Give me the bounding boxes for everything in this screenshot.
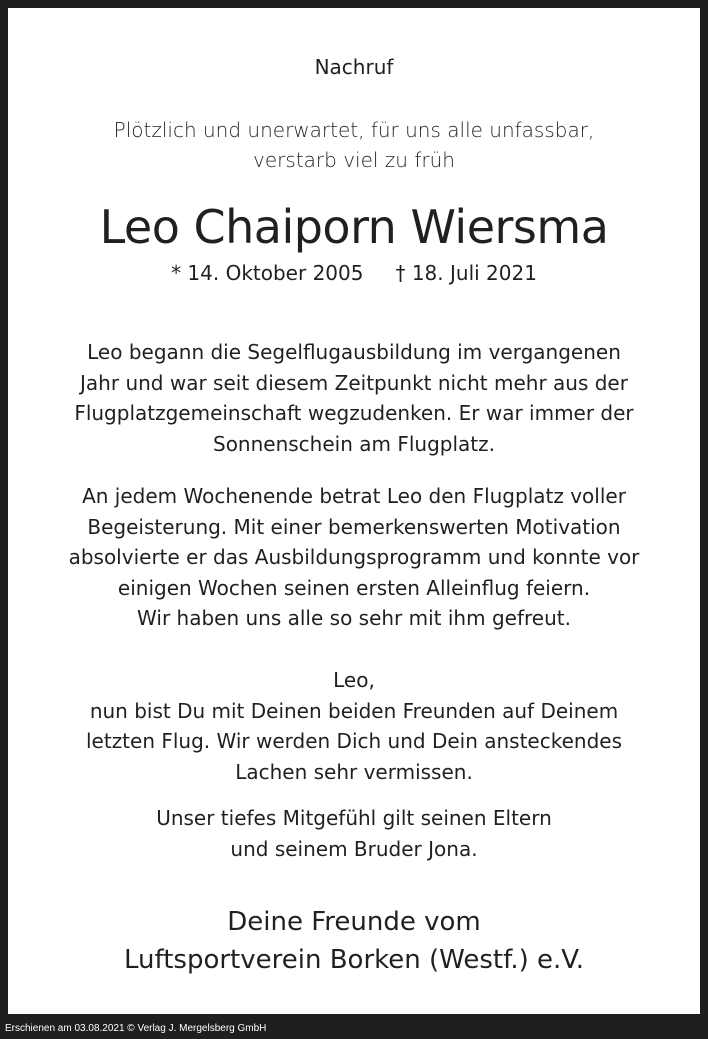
- paragraph-line: Wir haben uns alle so sehr mit ihm gefreut.: [137, 606, 571, 630]
- obituary-notice: [8, 8, 700, 1014]
- paragraph-line: und seinem Bruder Jona.: [230, 836, 478, 861]
- birth-date: * 14. Oktober 2005: [171, 261, 364, 285]
- paragraph-line: nun bist Du mit Deinen beiden Freunden auf Deinem: [89, 698, 619, 723]
- lead-line: verstarb viel zu früh: [253, 148, 455, 172]
- paragraph-line: Flugplatzgemeinschaft wegzudenken. Er war immer der: [74, 401, 634, 425]
- lead-text: [8, 115, 700, 175]
- publication-footer: Erschienen am 03.08.2021 © Verlag J. Mergelsberg GmbH: [5, 1023, 267, 1034]
- paragraph-line: Leo begann die Segelflugausbildung im vergangenen: [87, 340, 621, 364]
- signature-line: Luftsportverein Borken (Westf.) e.V.: [124, 945, 584, 975]
- paragraph-line: Begeisterung. Mit einer bemerkenswerten Motivation: [87, 514, 621, 539]
- signature: [8, 903, 700, 979]
- paragraph-line: Leo,: [333, 668, 375, 692]
- lead-line: Plötzlich und unerwartet, für uns alle unfassbar,: [113, 118, 595, 142]
- paragraph-condolence: [8, 803, 700, 864]
- paragraph-line: absolvierte er das Ausbildungsprogramm und konnte vor: [68, 545, 640, 569]
- signature-line: Deine Freunde vom: [227, 907, 481, 937]
- paragraph-line: Lachen sehr vermissen.: [235, 759, 473, 784]
- paragraph-farewell: [8, 665, 700, 787]
- death-date: † 18. Juli 2021: [395, 261, 537, 285]
- life-dates: [8, 259, 700, 287]
- paragraph-line: Jahr und war seit diesem Zeitpunkt nicht mehr aus der: [80, 370, 628, 395]
- notice-heading: Nachruf: [314, 55, 394, 79]
- deceased-name: Leo Chaiporn Wiersma: [99, 200, 609, 254]
- paragraph-line: An jedem Wochenende betrat Leo den Flugplatz voller: [82, 484, 626, 508]
- paragraph-weekends: [8, 481, 700, 634]
- paragraph-line: letzten Flug. Wir werden Dich und Dein ansteckendes: [85, 729, 622, 753]
- paragraph-line: Unser tiefes Mitgefühl gilt seinen Eltern: [156, 806, 552, 830]
- paragraph-line: einigen Wochen seinen ersten Alleinflug feiern.: [117, 575, 591, 600]
- paragraph-line: Sonnenschein am Flugplatz.: [213, 431, 495, 456]
- paragraph-training: [8, 337, 700, 459]
